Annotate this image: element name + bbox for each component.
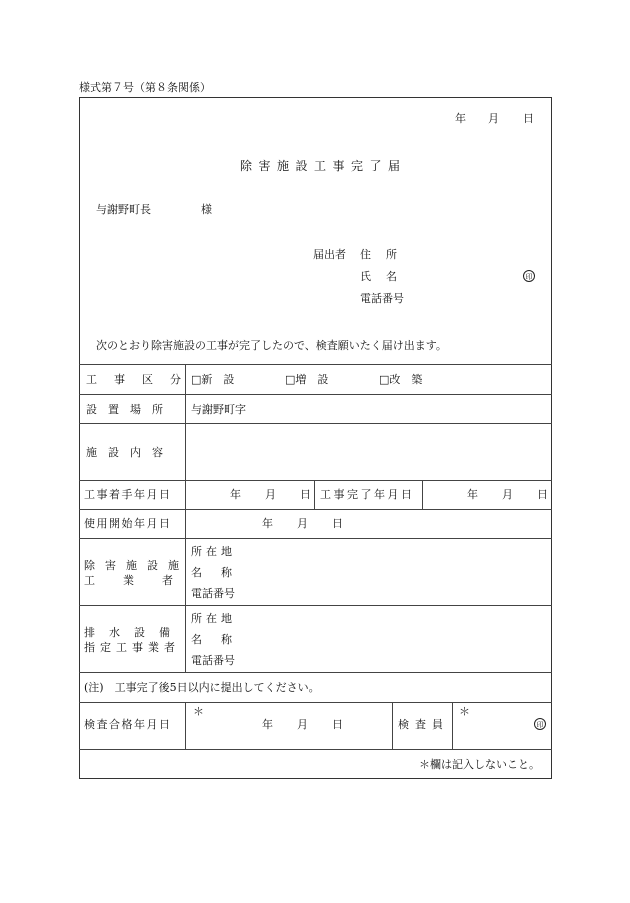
drainage-contractor-label-line1: 排水設備 <box>84 626 184 639</box>
notifier-label: 届出者 <box>313 248 346 261</box>
header-date-day: 日 <box>523 112 534 125</box>
row-divider <box>79 480 552 481</box>
start-date-year[interactable]: 年 <box>230 488 241 501</box>
work-type-label <box>86 373 198 387</box>
completion-date-year[interactable]: 年 <box>467 488 478 501</box>
intro-text: 次のとおり除害施設の工事が完了したので、検査願いたく届け出ます。 <box>96 339 447 352</box>
document-title: 除害施設工事完了届 <box>240 159 407 173</box>
contractor-label-line1: 除害施設施 <box>84 559 189 572</box>
inspection-date-month: 月 <box>297 718 308 731</box>
start-date-label: 工事着手年月日 <box>84 488 172 501</box>
start-date-day[interactable]: 日 <box>300 488 311 501</box>
footer-note: ＊欄は記入しないこと。 <box>419 758 540 771</box>
completion-date-day[interactable]: 日 <box>537 488 548 501</box>
inspector-label: 検査員 <box>398 718 449 731</box>
drainage-contractor-label-line2: 指定工事業者 <box>84 641 180 654</box>
row-divider <box>79 749 552 750</box>
honorific: 様 <box>201 203 212 216</box>
contractor-phone-label: 電話番号 <box>191 587 235 600</box>
drainage-contractor-phone-label: 電話番号 <box>191 654 235 667</box>
start-date-month[interactable]: 月 <box>265 488 276 501</box>
completion-date-label: 工事完了年月日 <box>320 488 415 501</box>
location-value[interactable]: 与謝野町字 <box>191 403 246 416</box>
inspector-column-divider <box>452 702 453 749</box>
inspection-date-label: 検査合格年月日 <box>84 718 172 731</box>
date-column-divider <box>314 480 315 509</box>
addressee: 与謝野町長 <box>96 203 151 216</box>
row-divider <box>79 538 552 539</box>
inspection-date-year: 年 <box>262 718 273 731</box>
contractor-label-line2 <box>84 574 201 588</box>
header-date-year: 年 <box>455 112 466 125</box>
row-divider <box>79 605 552 606</box>
notifier-name-label: 氏 名 <box>360 270 399 283</box>
notifier-phone-label: 電話番号 <box>360 292 404 305</box>
facility-content-label: 施設内容 <box>86 446 174 459</box>
inspector-seal-mark: 印 <box>534 718 546 730</box>
inspector-column-divider <box>392 702 393 749</box>
row-divider <box>79 702 552 703</box>
row-divider <box>79 394 552 395</box>
contractor-address-label: 所在地 <box>191 545 236 558</box>
facility-content-field[interactable] <box>186 424 551 479</box>
location-label: 設置場所 <box>86 403 174 416</box>
work-type-option-new[interactable]: □新 設 <box>191 373 235 386</box>
label-column-divider <box>185 364 186 672</box>
header-date-month: 月 <box>488 112 499 125</box>
work-type-label-text: 工事区分 <box>86 373 198 386</box>
drainage-contractor-address-label: 所在地 <box>191 612 236 625</box>
work-type-option-rebuild[interactable]: □改 築 <box>379 373 423 386</box>
use-start-date-label: 使用開始年月日 <box>84 517 172 530</box>
work-type-option-expand[interactable]: □増 設 <box>285 373 329 386</box>
completion-date-month[interactable]: 月 <box>502 488 513 501</box>
inspection-date-day: 日 <box>332 718 343 731</box>
submission-note: (注) 工事完了後5日以内に提出してください。 <box>84 681 320 694</box>
row-divider <box>79 509 552 510</box>
use-start-date-month[interactable]: 月 <box>297 517 308 530</box>
contractor-label-line2-text: 工業者 <box>84 574 201 587</box>
contractor-name-label: 名 称 <box>191 566 236 579</box>
use-start-date-day[interactable]: 日 <box>332 517 343 530</box>
inspection-date-asterisk: ＊ <box>193 705 204 718</box>
form-number: 様式第７号（第８条関係） <box>79 81 211 94</box>
row-divider <box>79 672 552 673</box>
use-start-date-year[interactable]: 年 <box>262 517 273 530</box>
label-column-divider <box>185 702 186 749</box>
drainage-contractor-name-label: 名 称 <box>191 633 236 646</box>
inspector-asterisk: ＊ <box>459 705 470 718</box>
notifier-seal-mark: 印 <box>523 270 535 282</box>
notifier-address-label: 住 所 <box>360 248 399 261</box>
date-column-divider <box>422 480 423 509</box>
row-divider <box>79 364 552 365</box>
